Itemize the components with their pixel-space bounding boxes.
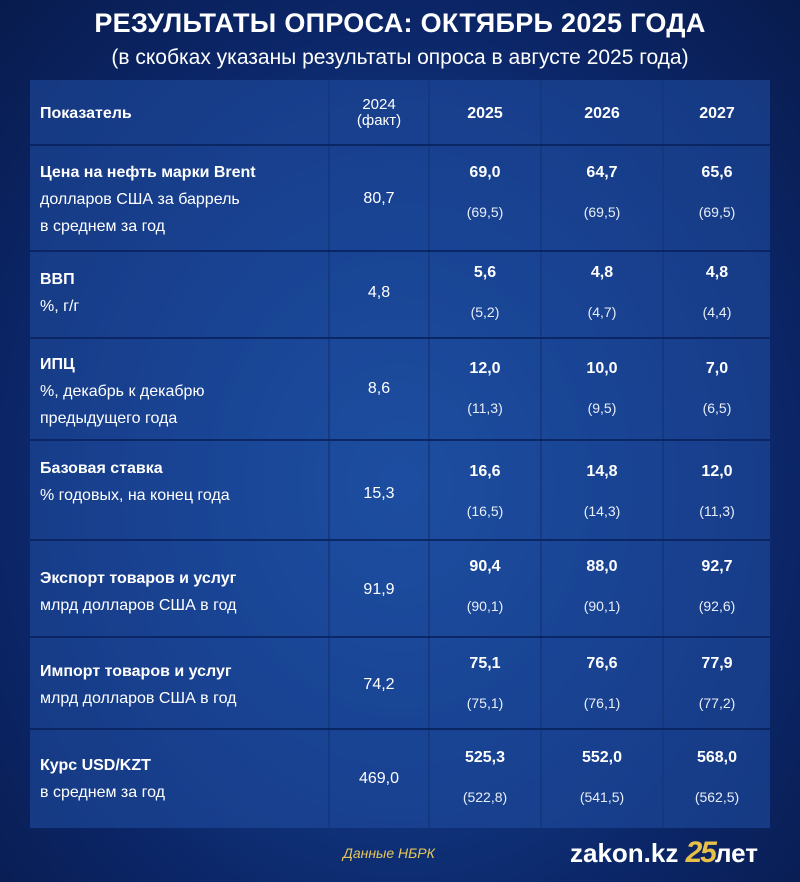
row-year-1	[430, 252, 540, 337]
row-label	[30, 146, 328, 250]
forecast-value: 12,0	[469, 360, 501, 377]
previous-value: (14,3)	[583, 503, 621, 519]
previous-value: (77,2)	[698, 695, 736, 711]
row-label	[30, 441, 328, 539]
table-row	[30, 339, 770, 441]
header-year-3: 2027	[699, 105, 735, 122]
row-year-2	[542, 252, 662, 337]
forecast-value: 76,6	[586, 655, 618, 672]
logo-anniversary-number: 25	[685, 836, 715, 869]
previous-value: (522,8)	[462, 789, 508, 805]
row-fact-value: 4,8	[367, 284, 391, 301]
row-year-3	[664, 252, 770, 337]
page-subtitle: (в скобках указаны результаты опроса в августе 2025 года)	[111, 46, 689, 69]
row-fact-value: 91,9	[363, 581, 395, 598]
forecast-value: 12,0	[701, 463, 733, 480]
row-indicator-name: Экспорт товаров и услуг	[40, 570, 237, 587]
forecast-value: 88,0	[586, 558, 618, 575]
table-row	[30, 441, 770, 541]
row-year-1	[430, 339, 540, 439]
row-indicator-name: Цена на нефть марки Brent	[40, 164, 256, 181]
forecast-value: 14,8	[586, 463, 618, 480]
header-year-1: 2025	[467, 105, 503, 122]
row-fact-value: 74,2	[363, 676, 395, 693]
row-label	[30, 541, 328, 636]
table-row	[30, 146, 770, 252]
row-year-1	[430, 541, 540, 636]
row-year-1	[430, 638, 540, 728]
previous-value: (92,6)	[698, 598, 736, 614]
header-indicator: Показатель	[40, 105, 132, 122]
forecast-table	[30, 80, 770, 828]
table-row	[30, 252, 770, 339]
forecast-value: 7,0	[705, 360, 729, 377]
previous-value: (9,5)	[587, 400, 617, 416]
header-fact-note: (факт)	[356, 112, 402, 129]
forecast-value: 92,7	[701, 558, 733, 575]
row-year-3	[664, 441, 770, 539]
row-indicator-name: Базовая ставка	[40, 460, 163, 477]
forecast-value: 4,8	[705, 264, 729, 281]
forecast-value: 65,6	[701, 164, 733, 181]
previous-value: (90,1)	[583, 598, 621, 614]
row-year-3	[664, 339, 770, 439]
previous-value: (69,5)	[698, 204, 736, 220]
previous-value: (6,5)	[702, 400, 732, 416]
forecast-value: 64,7	[586, 164, 618, 181]
row-fact-value: 80,7	[363, 190, 395, 207]
row-indicator-unit-2: предыдущего года	[40, 410, 178, 427]
row-fact-value: 8,6	[367, 380, 391, 397]
row-year-3	[664, 541, 770, 636]
row-indicator-name: ВВП	[40, 271, 75, 288]
previous-value: (75,1)	[466, 695, 504, 711]
row-year-1	[430, 441, 540, 539]
row-indicator-unit: в среднем за год	[40, 784, 165, 801]
row-indicator-name: Импорт товаров и услуг	[40, 663, 232, 680]
row-label	[30, 638, 328, 728]
row-fact-value: 15,3	[363, 485, 395, 502]
zakon-logo	[570, 836, 758, 870]
row-indicator-unit: долларов США за баррель	[40, 191, 240, 208]
data-source-note: Данные НБРК	[343, 845, 435, 861]
previous-value: (90,1)	[466, 598, 504, 614]
row-year-3	[664, 730, 770, 828]
previous-value: (16,5)	[466, 503, 504, 519]
forecast-value: 552,0	[581, 749, 623, 766]
row-indicator-unit: % годовых, на конец года	[40, 487, 230, 504]
previous-value: (4,4)	[702, 304, 732, 320]
row-label	[30, 339, 328, 439]
header-fact	[330, 80, 428, 144]
previous-value: (5,2)	[470, 304, 500, 320]
previous-value: (4,7)	[587, 304, 617, 320]
row-year-2	[542, 146, 662, 250]
forecast-value: 90,4	[469, 558, 501, 575]
row-indicator-name: ИПЦ	[40, 356, 75, 373]
row-year-2	[542, 441, 662, 539]
row-label	[30, 252, 328, 337]
row-year-1	[430, 146, 540, 250]
table-row	[30, 638, 770, 730]
logo-word: лет	[714, 838, 759, 868]
row-indicator-unit-2: в среднем за год	[40, 218, 165, 235]
forecast-value: 77,9	[701, 655, 733, 672]
header-year-2: 2026	[584, 105, 620, 122]
row-indicator-unit: млрд долларов США в год	[40, 597, 237, 614]
row-fact-value: 469,0	[358, 770, 400, 787]
row-year-3	[664, 146, 770, 250]
previous-value: (69,5)	[466, 204, 504, 220]
forecast-value: 16,6	[469, 463, 501, 480]
forecast-value: 10,0	[586, 360, 618, 377]
row-indicator-name: Курс USD/KZT	[40, 757, 151, 774]
forecast-value: 69,0	[469, 164, 501, 181]
table-row	[30, 730, 770, 828]
row-year-3	[664, 638, 770, 728]
row-year-2	[542, 541, 662, 636]
previous-value: (76,1)	[583, 695, 621, 711]
header-fact-year: 2024	[362, 96, 396, 113]
table-header-row	[30, 80, 770, 146]
forecast-value: 525,3	[464, 749, 506, 766]
previous-value: (11,3)	[699, 503, 735, 519]
row-indicator-unit: млрд долларов США в год	[40, 690, 237, 707]
row-year-2	[542, 339, 662, 439]
row-year-1	[430, 730, 540, 828]
forecast-value: 5,6	[473, 264, 497, 281]
row-year-2	[542, 638, 662, 728]
previous-value: (11,3)	[467, 400, 503, 416]
forecast-value: 4,8	[590, 264, 614, 281]
row-year-2	[542, 730, 662, 828]
row-indicator-unit: %, г/г	[40, 298, 80, 315]
previous-value: (541,5)	[579, 789, 625, 805]
row-label	[30, 730, 328, 828]
row-indicator-unit: %, декабрь к декабрю	[40, 383, 205, 400]
forecast-value: 568,0	[696, 749, 738, 766]
page-title: РЕЗУЛЬТАТЫ ОПРОСА: ОКТЯБРЬ 2025 ГОДА	[94, 8, 706, 38]
table-row	[30, 541, 770, 638]
logo-site: zakon.kz	[570, 838, 679, 868]
previous-value: (69,5)	[583, 204, 621, 220]
previous-value: (562,5)	[694, 789, 740, 805]
forecast-value: 75,1	[469, 655, 501, 672]
